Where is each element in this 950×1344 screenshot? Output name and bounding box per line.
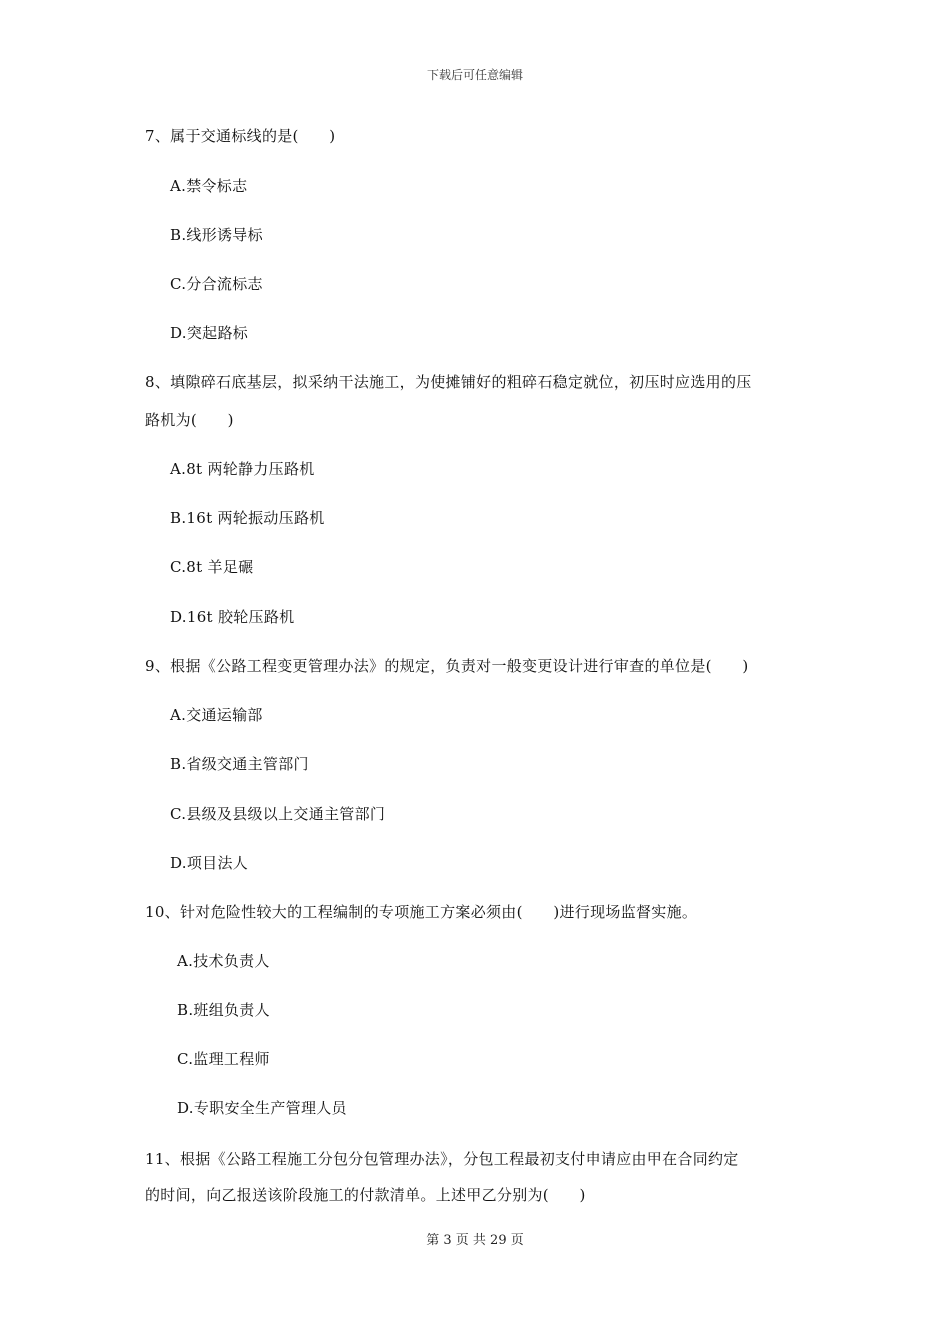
- page-header: 下载后可任意编辑: [426, 68, 523, 82]
- question-7-option-b: B.线形诱导标: [170, 226, 263, 244]
- question-9-option-d: D.项目法人: [170, 854, 249, 872]
- question-8-option-c: C.8t 羊足碾: [170, 558, 254, 576]
- question-9-option-a: A.交通运输部: [170, 706, 263, 724]
- question-8-stem-line-2: 路机为( ): [145, 411, 234, 429]
- question-8-option-a: A.8t 两轮静力压路机: [170, 460, 315, 478]
- question-9-option-c: C.县级及县级以上交通主管部门: [170, 805, 386, 823]
- question-11-stem-line-1: 11、根据《公路工程施工分包分包管理办法》，分包工程最初支付申请应由甲在合同约定: [145, 1150, 739, 1168]
- question-7-stem: 7、属于交通标线的是( ): [145, 127, 336, 145]
- question-8-option-d: D.16t 胶轮压路机: [170, 608, 295, 626]
- question-10-option-c: C.监理工程师: [177, 1050, 270, 1068]
- question-7-option-c: C.分合流标志: [170, 275, 263, 293]
- page-footer: 第 3 页 共 29 页: [426, 1233, 524, 1248]
- question-9-stem: 9、根据《公路工程变更管理办法》的规定，负责对一般变更设计进行审查的单位是( ): [145, 657, 749, 675]
- question-8-option-b: B.16t 两轮振动压路机: [170, 509, 325, 527]
- question-8-stem-line-1: 8、填隙碎石底基层，拟采纳干法施工，为使摊铺好的粗碎石稳定就位，初压时应选用的压: [145, 373, 752, 391]
- question-10-option-d: D.专职安全生产管理人员: [177, 1099, 347, 1117]
- question-11-stem-line-2: 的时间，向乙报送该阶段施工的付款清单。上述甲乙分别为( ): [145, 1186, 586, 1204]
- question-10-stem: 10、针对危险性较大的工程编制的专项施工方案必须由( )进行现场监督实施。: [145, 903, 698, 921]
- question-7-option-d: D.突起路标: [170, 324, 249, 342]
- question-10-option-b: B.班组负责人: [177, 1001, 270, 1019]
- question-9-option-b: B.省级交通主管部门: [170, 755, 309, 773]
- question-10-option-a: A.技术负责人: [177, 952, 270, 970]
- question-7-option-a: A.禁令标志: [170, 177, 248, 195]
